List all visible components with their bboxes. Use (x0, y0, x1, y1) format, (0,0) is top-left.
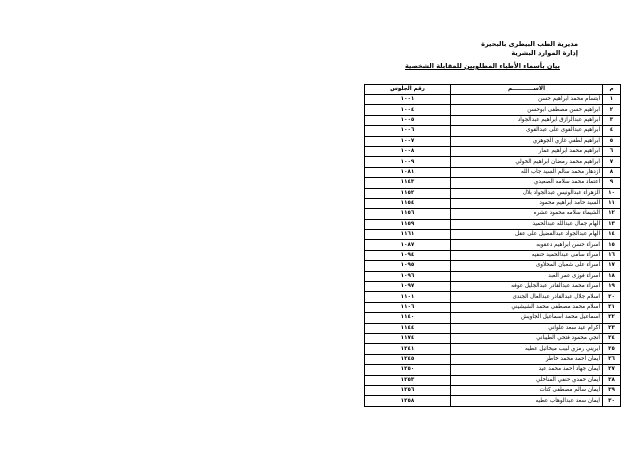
seat-number: ١١٦١ (365, 230, 451, 240)
doctor-name: الهام جمال عبدالله عبدالحميد (451, 219, 603, 229)
doctor-name: اسراء على شعبان المحلاوى (451, 261, 603, 271)
doctor-name: اسماعيل محمد اسماعيل الجاويش (451, 313, 603, 323)
row-number: ١٣ (603, 219, 621, 229)
department-name: إدارة الموارد البشرية (511, 48, 578, 57)
doctor-name: ايمان حمدي حنفي المناخلي (451, 375, 603, 385)
doctor-name: ابراهيم لطفي غازي الجوهري (451, 136, 603, 146)
row-number: ١٩ (603, 282, 621, 292)
row-number: ١٦ (603, 250, 621, 260)
doctor-name: اسلام محمد مصطفى محمد الشيشيني (451, 302, 603, 312)
row-number: ٢٥ (603, 344, 621, 354)
doctor-name: اسراء سامى عبدالحميد حنفيه (451, 250, 603, 260)
table-row (365, 385, 621, 395)
table-row (365, 136, 621, 146)
row-number: ١١ (603, 198, 621, 208)
table-row (365, 261, 621, 271)
seat-number: ١٢٤٥ (365, 354, 451, 364)
row-number: ٢٧ (603, 365, 621, 375)
document-title: بيان بأسماء الأطباء المطلوبين للمقابلة الشخصية (404, 62, 560, 70)
table-row (365, 323, 621, 333)
header-number: م (603, 85, 621, 95)
doctor-name: الزهراء عبدالونيس عبدالجواد بلال (451, 188, 603, 198)
doctor-name: ايمان احمد محمد خاطر (451, 354, 603, 364)
seat-number: ١١٤٣ (365, 178, 451, 188)
seat-number: ١٢٥٣ (365, 375, 451, 385)
header-seat-number: رقم الجلوس (365, 85, 451, 95)
doctor-name: ايمان جهاد احمد محمد عيد (451, 365, 603, 375)
row-number: ٢ (603, 105, 621, 115)
table-row (365, 313, 621, 323)
row-number: ٦ (603, 146, 621, 156)
row-number: ١٢ (603, 209, 621, 219)
table-row (365, 167, 621, 177)
header-name: الاســـــــــــم (451, 85, 603, 95)
row-number: ٣ (603, 115, 621, 125)
row-number: ١٨ (603, 271, 621, 281)
seat-number: ١١٥٦ (365, 209, 451, 219)
doctor-name: السيد حامد ابراهيم محمود (451, 198, 603, 208)
table-row (365, 302, 621, 312)
row-number: ٣٠ (603, 396, 621, 406)
doctor-name: اسراء حسن ابراهيم دعقوبه (451, 240, 603, 250)
doctor-name: ابراهيم محمد ابراهيم عمار (451, 146, 603, 156)
doctor-name: اسراء محمد عبدالقادر عبدالجليل عوفه (451, 282, 603, 292)
table-row (365, 157, 621, 167)
row-number: ٥ (603, 136, 621, 146)
directorate-name: مديرية الطب البيطرى بالبحيرة (481, 40, 578, 48)
seat-number: ١١٠١ (365, 292, 451, 302)
seat-number: ١٠٩٤ (365, 250, 451, 260)
seat-number: ١٠٩٥ (365, 261, 451, 271)
doctor-name: ابراهيم محمد رمضان ابراهيم الخولي (451, 157, 603, 167)
table-row (365, 146, 621, 156)
doctor-name: ابراهيم حسن مصطفى ابوحسن (451, 105, 603, 115)
seat-number: ١٠٠٥ (365, 115, 451, 125)
table-row (365, 209, 621, 219)
seat-number: ١١٧٤ (365, 333, 451, 343)
seat-number: ١٠٠٧ (365, 136, 451, 146)
seat-number: ١١٤٠ (365, 313, 451, 323)
row-number: ١٥ (603, 240, 621, 250)
doctor-name: ابتسام محمد ابراهيم حسن (451, 95, 603, 105)
row-number: ١٧ (603, 261, 621, 271)
seat-number: ١٠٠٤ (365, 105, 451, 115)
row-number: ٤ (603, 126, 621, 136)
table-row (365, 282, 621, 292)
seat-number: ١٢٤١ (365, 344, 451, 354)
table-row (365, 115, 621, 125)
row-number: ٨ (603, 167, 621, 177)
row-number: ٧ (603, 157, 621, 167)
table-row (365, 365, 621, 375)
table-row (365, 230, 621, 240)
doctor-name: ابراهيم عبدالقوى على عبدالقوى (451, 126, 603, 136)
seat-number: ١١٥٢ (365, 188, 451, 198)
seat-number: ١١٥٩ (365, 219, 451, 229)
row-number: ٢٨ (603, 375, 621, 385)
row-number: ٢١ (603, 302, 621, 312)
row-number: ١٤ (603, 230, 621, 240)
table-row (365, 198, 621, 208)
seat-number: ١١٥٤ (365, 198, 451, 208)
table-row (365, 333, 621, 343)
doctor-name: اسلام جلال عبدالقادر عبدالعال الجندى (451, 292, 603, 302)
doctor-name: ازدهار محمد سالم السيد جاب الله (451, 167, 603, 177)
doctor-name: ايمان سعد عبدالوهاب عطيه (451, 396, 603, 406)
table-row (365, 105, 621, 115)
row-number: ٢٤ (603, 333, 621, 343)
doctor-name: الهام عبدالجواد عبدالفضيل على عقل (451, 230, 603, 240)
table-row (365, 126, 621, 136)
seat-number: ١٠٠٩ (365, 157, 451, 167)
row-number: ٢٩ (603, 385, 621, 395)
seat-number: ١٢٥٦ (365, 385, 451, 395)
table-row (365, 250, 621, 260)
seat-number: ١٠٠٨ (365, 146, 451, 156)
seat-number: ١٠٩٦ (365, 271, 451, 281)
row-number: ٢٣ (603, 323, 621, 333)
doctor-name: الشيماء سلامه محمود عشره (451, 209, 603, 219)
row-number: ٢٠ (603, 292, 621, 302)
table-row (365, 219, 621, 229)
seat-number: ١٠٠١ (365, 95, 451, 105)
seat-number: ١٠٨٧ (365, 240, 451, 250)
table-row (365, 188, 621, 198)
seat-number: ١١٤٤ (365, 323, 451, 333)
table-row (365, 344, 621, 354)
row-number: ١ (603, 95, 621, 105)
table-row (365, 95, 621, 105)
doctor-name: اكرام عيد سعد علواني (451, 323, 603, 333)
table-row (365, 271, 621, 281)
table-row (365, 292, 621, 302)
table-row (365, 375, 621, 385)
seat-number: ١٢٥٨ (365, 396, 451, 406)
seat-number: ١٠٩٧ (365, 282, 451, 292)
doctor-name: ايمان سالم مصطفى كتات (451, 385, 603, 395)
doctors-table (364, 84, 621, 407)
doctor-name: ايريني رمزي لبيب ميخائيل عطيه (451, 344, 603, 354)
seat-number: ١٠٨١ (365, 167, 451, 177)
row-number: ٩ (603, 178, 621, 188)
table-row (365, 178, 621, 188)
doctor-name: انجي محمود فتحي الطيباني (451, 333, 603, 343)
seat-number: ١٠٠٦ (365, 126, 451, 136)
table-header-row (365, 85, 621, 95)
seat-number: ١٢٥٠ (365, 365, 451, 375)
document-header (278, 40, 578, 57)
seat-number: ١١٠٦ (365, 302, 451, 312)
doctor-name: اسراء فوزى عمر العبد (451, 271, 603, 281)
table-row (365, 396, 621, 406)
row-number: ٢٦ (603, 354, 621, 364)
row-number: ١٠ (603, 188, 621, 198)
doctor-name: ابراهيم عبدالرازق ابراهيم عبدالجواد (451, 115, 603, 125)
table-row (365, 240, 621, 250)
row-number: ٢٢ (603, 313, 621, 323)
doctor-name: اعتماد محمد سلامه الصعيدي (451, 178, 603, 188)
table-row (365, 354, 621, 364)
